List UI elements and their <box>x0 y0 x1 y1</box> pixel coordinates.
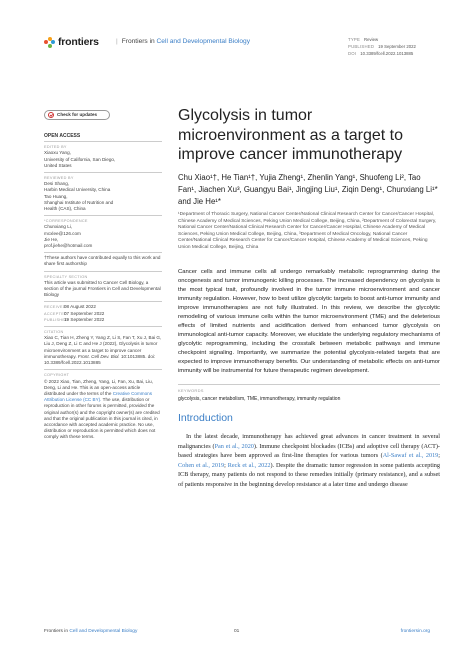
citation-link[interactable]: Pan et al., 2020 <box>214 442 254 450</box>
intro-text: ; <box>438 452 440 459</box>
equal-contribution-note <box>44 252 162 267</box>
citation-doi[interactable]: doi: 10.3389/fcell.2022.1013885 <box>44 353 156 366</box>
affiliations: ¹Department of Thoracic Surgery, National Cancer Center/National Clinical Research Center for Cancer/Cancer Hospital, Chinese Academy of Medical Sciences, Peking Union Medical College, Beijing, China, ²Department of Colorectal Surgery, National Cancer Center/National Clinical Research Center for Cancer/Cancer Hospital, Chinese Academy of Medical Sciences, Peking Union Medical College, Beijing, China, ³Department of Medical Oncology, National Cancer Center/National Clinical Research Center for Cancer/Cancer Hospital, Chinese Academy of Medical Sciences, Peking Union Medical College, Beijing, China <box>178 212 437 250</box>
author-list: Chu Xiao¹†, He Tian¹†, Yujia Zheng¹, Zhenlin Yang¹, Shuofeng Li², Tao Fan¹, Jiachen Xu³, Guangyu Bai¹, Jingjing Liu¹, Ziqin Deng¹, Chunxiang Li¹* and Jie He¹* <box>178 173 438 206</box>
article-meta <box>348 36 416 57</box>
copyright-text: © 2022 Xiao, Tian, Zheng, Yang, Li, Fan, Xu, Bai, Liu, Deng, Li and He. This is an open-access article distributed under the terms of the <box>44 378 153 396</box>
logo-text: frontiers <box>58 36 99 48</box>
cc-by-license-link[interactable]: Creative Commons Attribution License (CC BY). <box>44 390 153 403</box>
introduction-heading: Introduction <box>178 412 233 424</box>
correspondence-section <box>44 215 162 249</box>
intro-text: ; <box>224 461 228 469</box>
editor-line: University of California, San Diego, <box>44 156 116 162</box>
citation-link[interactable]: Al-Sawaf et al., 2019 <box>382 452 439 459</box>
footer-journal-name: Cell and Developmental Biology <box>69 629 138 634</box>
accepted-label: ACCEPTED <box>44 311 68 316</box>
reviewer-line: Tao Huang, <box>44 193 68 199</box>
reviewer-line: Health (CAS), China <box>44 206 86 212</box>
journal-name: Cell and Developmental Biology <box>156 38 251 45</box>
keywords-label: KEYWORDS <box>178 388 204 393</box>
frontiers-logo-icon <box>44 37 55 48</box>
specialty-label: SPECIALTY SECTION <box>44 274 88 279</box>
published-label: PUBLISHED <box>348 44 375 49</box>
edited-by-label: EDITED BY <box>44 145 67 150</box>
reviewer-line: Shanghai Institute of Nutrition and <box>44 199 114 205</box>
reviewed-by-label: REVIEWED BY <box>44 176 74 181</box>
keywords-section <box>178 384 440 402</box>
citation-volume: 10:1013885. <box>120 353 147 359</box>
copyright-terms: The use, distribution or reproduction in other forums is permitted, provided the original author(s) and the copyright owner(s) are credited and that the original publication in this journal is cited, in accordance with accepted academic practice. No use, distribution or reproduction is permitted which does not comply with these terms. <box>44 397 160 440</box>
specialty-text: This article was submitted to Cancer Cell Biology, a section of the journal Frontiers in Cell and Developmental Biology <box>44 279 161 298</box>
checkmark-icon <box>48 112 54 118</box>
frontiers-logo[interactable] <box>44 36 99 48</box>
citation-label: CITATION <box>44 330 64 335</box>
correspondent-name: Chunxiang Li, <box>44 224 73 230</box>
copyright-section <box>44 369 162 440</box>
reviewer-line: Desi Shang, <box>44 181 70 187</box>
open-access-label: OPEN ACCESS <box>44 133 81 139</box>
footer-journal[interactable] <box>44 629 137 634</box>
citation-text: Xiao C, Tian H, Zheng Y, Yang Z, Li S, Fan T, Xu J, Bai G, Liu J, Deng Z, Li C and He J (2022), Glycolysis in tumor microenvironment as a target to improve cancer immunotherapy. <box>44 335 162 359</box>
dates-section <box>44 301 162 323</box>
abstract: Cancer cells and immune cells all undergo remarkably metabolic reprogramming during the oncogenesis and tumor immunogenic killing processes. The increased dependency on glycolysis is the most typical trait, profoundly involved in the tumor immune microenvironment and cancer immunity regulation. However, how to best utilize glycolytic targets to boost anti-tumor immunity and improve immunotherapies are not fully illustrated. In this review, we describe the glycolytic remodeling of various immune cells within the tumor microenvironment (TME) and the deleterious effects of limited nutrients and acidification derived from enhanced tumor glycolysis on immunological anti-tumor capacity. Moreover, we elucidate the underlying regulatory mechanisms of glycolytic reprogramming, including the crosstalk between metabolic pathways and immune checkpoint signaling. Importantly, we summarize the potential glycolysis-related targets that are expected to improve immunotherapy benefits. Our understanding of metabolic effects on anti-tumor immunity will be instrumental for future therapeutic regimen development. <box>178 269 440 374</box>
journal-prefix: Frontiers in <box>121 38 155 45</box>
citation-link[interactable]: Cohen et al., 2019 <box>178 461 225 469</box>
published-date: 19 September 2022 <box>64 316 105 322</box>
site-link[interactable]: frontiersin.org <box>400 629 430 634</box>
specialty-section <box>44 271 162 299</box>
check-updates-label: Check for updates <box>57 111 98 117</box>
editor-line: United States <box>44 162 72 168</box>
reviewed-by-section <box>44 172 162 212</box>
received-label: RECEIVED <box>44 305 66 310</box>
correspondent-email[interactable]: mcxlee@126.com <box>44 230 81 236</box>
published-value: 19 September 2022 <box>378 44 416 49</box>
doi-value[interactable]: 10.3389/fcell.2022.1013885 <box>360 51 414 56</box>
page-number: 01 <box>234 629 240 634</box>
keywords-text: glycolysis, cancer metabolism, TME, immunotherapy, immunity regulation <box>178 396 341 402</box>
article-title: Glycolysis in tumor microenvironment as a target to improve cancer immunotherapy <box>178 107 403 163</box>
type-label: TYPE <box>348 37 361 42</box>
equal-contribution-text: †These authors have contributed equally to this work and share first authorship <box>44 255 161 267</box>
intro-text: In the latest decade, immunotherapy has achieved great advances in cancer treatment in several malignancies ( <box>178 433 440 450</box>
correspondence-label: *CORRESPONDENCE <box>44 219 88 224</box>
journal-title[interactable] <box>116 38 250 45</box>
copyright-label: COPYRIGHT <box>44 373 70 378</box>
type-value: Review <box>364 37 379 42</box>
reviewer-line: Harbin Medical University, China <box>44 187 111 193</box>
accepted-date: 07 September 2022 <box>64 310 105 316</box>
correspondent-email[interactable]: prof.jiehe@hotmail.com <box>44 243 93 249</box>
received-date: 08 August 2022 <box>64 304 96 310</box>
footer-journal-prefix: Frontiers in <box>44 629 68 634</box>
citation-journal: Front. Cell Dev. Biol. <box>77 353 120 359</box>
page-header <box>44 36 444 66</box>
introduction-paragraph <box>178 432 440 489</box>
citation-section <box>44 326 162 366</box>
editor-line: Xiaoxu Yang, <box>44 150 71 156</box>
intro-text: ). Immune checkpoint blockades (ICBs) and adoptive cell therapy (ACT)-based strategies have been approved as first-line therapies for various tumors ( <box>178 442 440 459</box>
sidebar <box>44 110 162 444</box>
header-divider: | <box>116 38 118 45</box>
correspondent-name: Jie He, <box>44 236 59 242</box>
citation-link[interactable]: Reck et al., 2022 <box>227 461 271 469</box>
doi-label: DOI <box>348 51 357 56</box>
intro-text: ). Despite the dramatic tumor regression in some patients accepting ICB therapy, many patients do not respond to these remedies initially (primary resistance), and a subset of patients responsive in the beginning develop resistance at a later time and undergo disease <box>178 461 440 488</box>
check-updates-button[interactable] <box>44 110 110 120</box>
published-label: PUBLISHED <box>44 317 69 322</box>
edited-by-section <box>44 141 162 169</box>
